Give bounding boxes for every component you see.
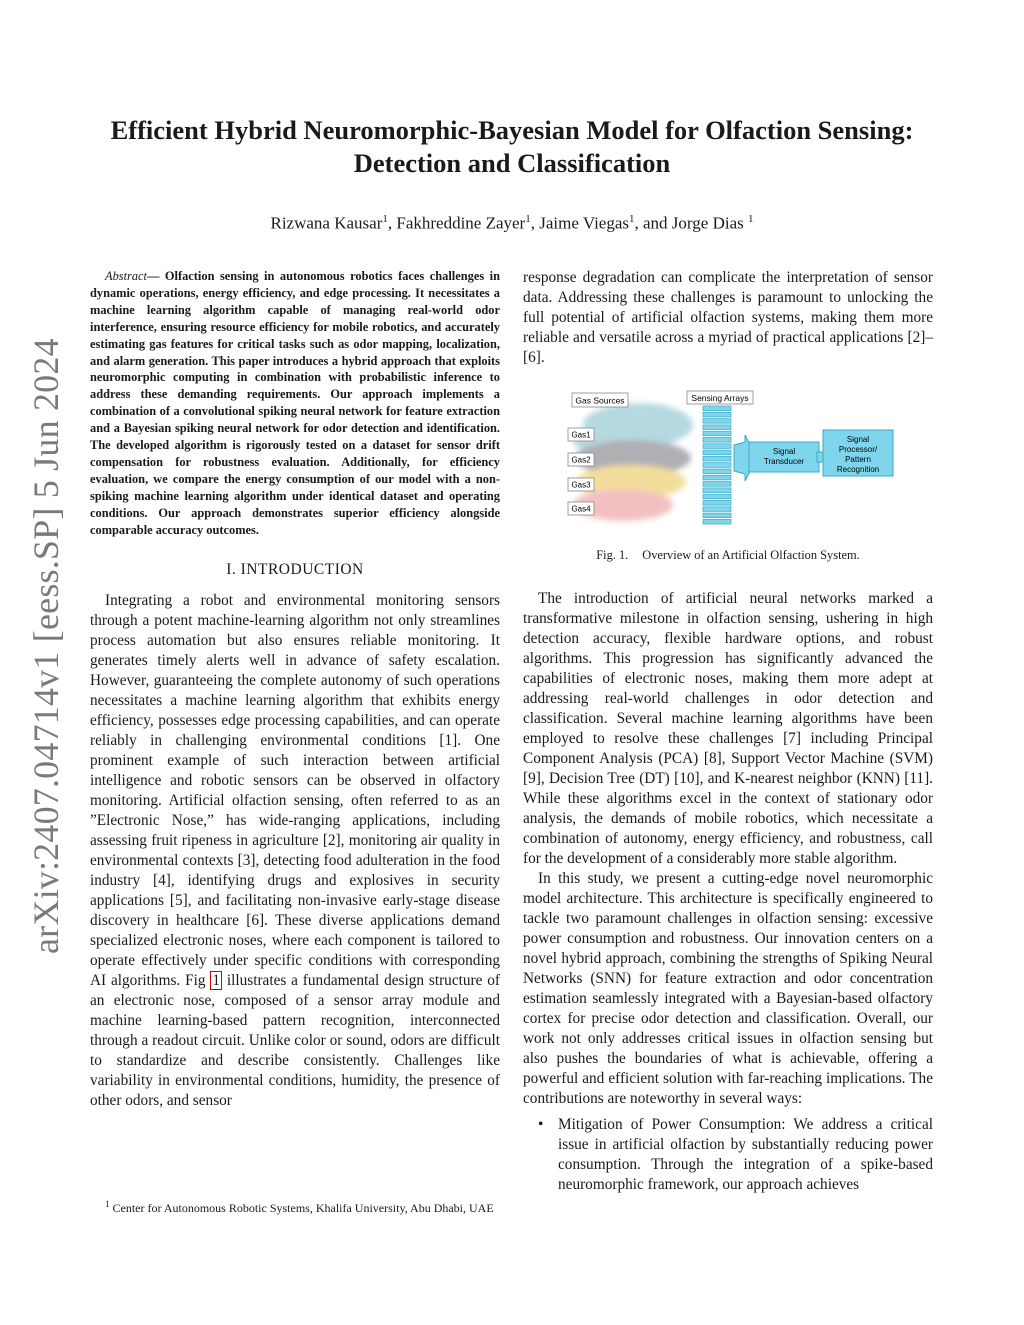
sensor-array-stack xyxy=(703,406,731,524)
intro-p1-before: Integrating a robot and environmental monitoring sensors through a potent machine-learning algorithm not only streamlines process automation but also ensures reliable monitoring. It generates timely alerts well in advance of safety escalation. However, guaranteeing the complete autonomy of such operations necessitates a machine learning algorithm that exhibits energy efficiency, possesses edge processing capabilities, and can operate reliably in challenging environmental conditions [1]. One prominent example of such interaction between artificial intelligence and robotic sensors can be observed in olfactory monitoring. Artificial olfaction sensing, often referred to as an ”Electronic Nose,” has wide-ranging applications, including assessing fruit ripeness in agriculture [2], monitoring air quality in environmental contexts [3], detecting food adulteration in the food industry [4], identifying drugs and explosives in security applications [5], and facilitating non-invasive early-stage disease discovery in healthcare [6]. These diverse applications demand specialized electronic noses, where each component is tailored to operate effectively under specific conditions with corresponding AI algorithms. Fig xyxy=(90,591,500,989)
abstract-text: — Olfaction sensing in autonomous robotics faces challenges in dynamic operations, energy efficiency, and edge processing. It necessitates a machine learning algorithm capable of managing real-world odor interference, ensuring resource efficiency for mobile robotics, and accurately estimating gas features for critical tasks such as odor mapping, localization, and alarm generation. This paper introduces a hybrid approach that exploits neuromorphic computing in combination with probabilistic inference to address these demanding requirements. Our approach implements a combination of a convolutional spiking neural network for feature extraction and a Bayesian spiking neural network for odor detection and identification. The developed algorithm is rigorously tested on a dataset for sensor drift compensation for robustness evaluation. Additionally, for efficiency evaluation, we compare the energy consumption of our model with a non-spiking machine learning algorithm under identical dataset and operating conditions. Our approach demonstrates superior efficiency alongside comparable accuracy outcomes. xyxy=(90,269,500,537)
affiliation-footnote xyxy=(90,1196,500,1216)
figure-1-caption xyxy=(523,548,933,563)
sensor-plate xyxy=(703,469,731,474)
sensor-plate xyxy=(703,425,731,430)
figure-1 xyxy=(523,390,933,540)
author-viegas: , Jaime Viegas xyxy=(530,213,630,233)
intro-p1-after: illustrates a fundamental design structure of an electronic nose, composed of a sensor array module and machine learning-based pattern recognition, interconnected through a readout circuit. Unlike color or sound, odors are difficult to standardize and describe consistently. Challenges like variability in environmental conditions, humidity, the presence of other odors, and sensor xyxy=(90,971,500,1109)
footnote-text: Center for Autonomous Robotic Systems, Khalifa University, Abu Dhabi, UAE xyxy=(109,1201,494,1215)
author-list xyxy=(80,207,944,236)
sensor-plate xyxy=(703,507,731,512)
sensor-plate xyxy=(703,519,731,524)
gas1-label: Gas1 xyxy=(571,430,591,440)
olfaction-system-diagram xyxy=(523,390,933,540)
processor-line-1: Signal xyxy=(846,435,870,444)
sensor-plate xyxy=(703,482,731,487)
intro-paragraph-1-continued: response degradation can complicate the interpretation of sensor data. Addressing these challenges is paramount to unlocking the full potential of artificial olfaction systems, making them more reliable and versatile across a myriad of practical applications [2]–[6]. xyxy=(523,269,933,366)
affiliation-mark: 1 xyxy=(748,213,754,225)
sensor-plate xyxy=(703,463,731,468)
sensor-plate xyxy=(703,450,731,455)
sensing-arrays-label: Sensing Arrays xyxy=(691,393,749,403)
sensor-plate xyxy=(703,494,731,499)
gas4-label: Gas4 xyxy=(571,504,591,514)
gas2-label: Gas2 xyxy=(571,455,591,465)
sensor-plate xyxy=(703,412,731,417)
caption-text: Overview of an Artificial Olfaction System. xyxy=(642,548,860,562)
caption-number: Fig. 1. xyxy=(596,548,629,562)
gas3-label: Gas3 xyxy=(571,480,591,490)
sensor-plate xyxy=(703,475,731,480)
arxiv-identifier: arXiv:2407.04714v1 [eess.SP] 5 Jun 2024 xyxy=(26,338,66,954)
processor-line-2: Processor/ xyxy=(838,445,878,454)
intro-paragraph-3: In this study, we present a cutting-edge novel neuromorphic model architecture. This architecture is specifically engineered to tackle two paramount challenges in olfaction sensing: excessive power consumption and robustness. Our innovation centers on a novel hybrid approach, combining the strengths of Spiking Neural Networks (SNN) for feature extraction and odor concentration estimation seamlessly integrated with a Bayesian-based olfactory cortex for precise odor detection and classification. Overall, our work not only addresses critical issues in olfaction sensing but also pushes the boundaries of what is achievable, offering a powerful and efficient solution with far-reaching implications. The contributions are noteworthy in several ways: xyxy=(523,870,933,1107)
sensor-plate xyxy=(703,513,731,518)
sensor-plate xyxy=(703,456,731,461)
affiliation-mark: 1 xyxy=(629,213,635,225)
sensor-plate xyxy=(703,488,731,493)
title-line-1: Efficient Hybrid Neuromorphic-Bayesian Model for Olfaction Sensing: xyxy=(110,115,914,145)
processor-line-3: Pattern xyxy=(845,455,871,464)
affiliation-mark: 1 xyxy=(525,213,531,225)
contribution-item-power: • Mitigation of Power Consumption: We address a critical issue in artificial olfaction by substantially reducing power consumption. Through the integration of a spike-based neuromorphic framework, our approach achieves xyxy=(523,1115,933,1195)
paper-title xyxy=(80,114,944,180)
gas-sources-label: Gas Sources xyxy=(575,395,625,406)
sensor-plate xyxy=(703,501,731,506)
sensor-plate xyxy=(703,406,731,411)
transducer-line-2: Transducer xyxy=(763,457,805,466)
section-heading-introduction: I. INTRODUCTION xyxy=(226,560,364,578)
abstract-label: Abstract xyxy=(105,269,147,283)
left-column xyxy=(90,268,500,1111)
footnote-mark: 1 xyxy=(105,1199,110,1209)
affiliation-mark: 1 xyxy=(382,213,388,225)
sensor-plate xyxy=(703,419,731,424)
title-line-2: Detection and Classification xyxy=(353,148,671,178)
sensor-plate xyxy=(703,431,731,436)
transducer-line-1: Signal xyxy=(772,447,796,456)
intro-paragraph-1 xyxy=(90,591,500,1111)
intro-paragraph-2: The introduction of artificial neural networks marked a transformative milestone in olfaction sensing, ushering in high detection accuracy, flexible hardware options, and robust algorithms. This progression has significantly advanced the capabilities of electronic noses, making them more adept at addressing real-world challenges in odor detection and classification. Several machine learning algorithms have been employed to resolve these challenges [7] including Principal Component Analysis (PCA) [8], Support Vector Machine (SVM) [9], Decision Tree (DT) [10], and K-nearest neighbor (KNN) [11]. While these algorithms excel in the context of stationary odor analysis, the demands of mobile robotics, which necessitate a combination of autonomy, energy efficiency, and robustness, call for the development of a considerably more stable algorithm. xyxy=(523,590,933,867)
author-dias: , and Jorge Dias xyxy=(634,213,748,233)
right-column xyxy=(523,268,933,1195)
author-kausar: Rizwana Kausar xyxy=(270,213,383,233)
abstract xyxy=(90,268,500,539)
processor-line-4: Recognition xyxy=(836,465,880,474)
figure-1-link[interactable]: 1 xyxy=(212,971,220,989)
sensor-plate xyxy=(703,444,731,449)
author-zayer: , Fakhreddine Zayer xyxy=(387,213,526,233)
contributions-list xyxy=(523,1115,933,1195)
sensor-plate xyxy=(703,438,731,443)
